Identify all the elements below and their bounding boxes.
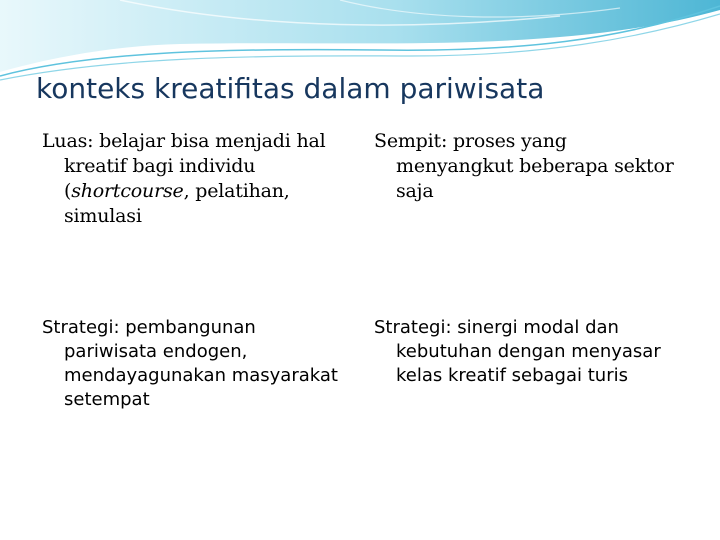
slide-title: konteks kreatifitas dalam pariwisata (36, 72, 545, 105)
cell-strategi-endogen-text: Strategi: pembangunan pariwisata endogen, mendayagunakan masyarakat setempat (42, 317, 338, 410)
cell-sempit-text: Sempit: proses yang menyangkut beberapa sektor saja (374, 130, 674, 202)
cell-strategi-sinergi (374, 316, 674, 388)
cell-sempit (374, 129, 674, 204)
cell-luas-suffix: , pelatihan, simulasi (64, 180, 290, 227)
cell-luas-italic: shortcourse (71, 180, 184, 202)
cell-luas (42, 129, 352, 229)
cell-strategi-endogen (42, 316, 352, 412)
cell-luas-prefix: Luas: belajar bisa menjadi hal kreatif bagi individu ( (42, 130, 326, 202)
cell-luas-text (42, 129, 352, 229)
cell-strategi-sinergi-text: Strategi: sinergi modal dan kebutuhan dengan menyasar kelas kreatif sebagai turis (374, 317, 661, 386)
